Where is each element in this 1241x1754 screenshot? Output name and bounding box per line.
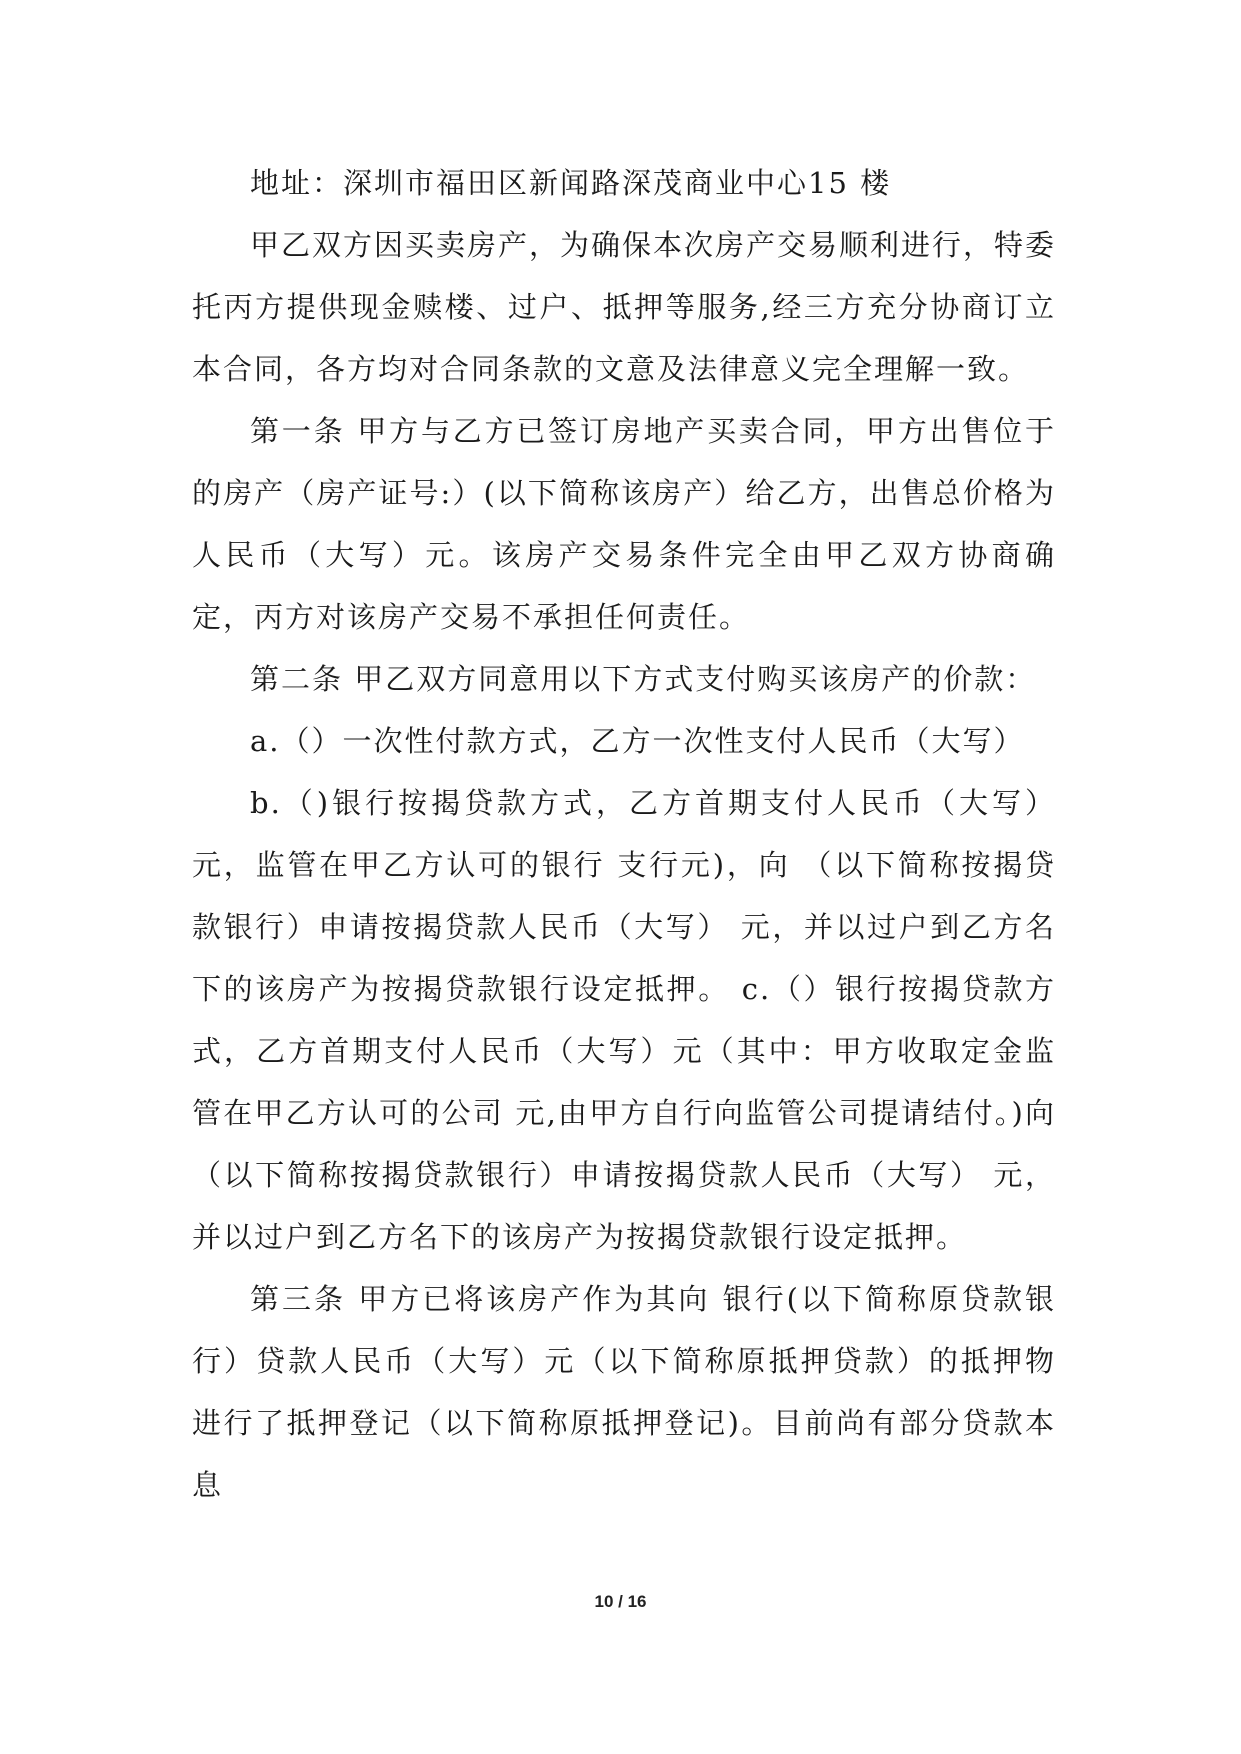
article-three-paragraph: 第三条 甲方已将该房产作为其向 银行(以下简称原贷款银行）贷款人民币（大写）元（以下简称原抵押贷款）的抵押物进行了抵押登记（以下简称原抵押登记)。目前尚有部分贷款本息 <box>192 1282 1056 1502</box>
article-two-paragraph: 第二条 甲乙双方同意用以下方式支付购买该房产的价款： <box>250 662 1037 696</box>
page-number: 10 / 16 <box>594 1592 647 1611</box>
document-body <box>192 152 1056 1516</box>
address-paragraph: 地址：深圳市福田区新闻路深茂商业中心15 楼 <box>250 166 892 200</box>
option-b-c-paragraph: b.（)银行按揭贷款方式，乙方首期支付人民币（大写）元，监管在甲乙方认可的银行 支行元)，向 （以下简称按揭贷款银行）申请按揭贷款人民币（大写） 元，并以过户到乙方名下的该房产为按揭贷款银行设定抵押。 c.（）银行按揭贷款方式，乙方首期支付人民币（大写）元（其中：甲方收取定金监管在甲乙方认可的公司 元,由甲方自行向监管公司提请结付。)向 （以下简称按揭贷款银行）申请按揭贷款人民币（大写） 元，并以过户到乙方名下的该房产为按揭贷款银行设定抵押。 <box>192 786 1056 1254</box>
preamble-paragraph: 甲乙双方因买卖房产，为确保本次房产交易顺利进行，特委托丙方提供现金赎楼、过户、抵押等服务,经三方充分协商订立本合同，各方均对合同条款的文意及法律意义完全理解一致。 <box>192 228 1057 386</box>
article-one-paragraph: 第一条 甲方与乙方已签订房地产买卖合同，甲方出售位于的房产（房产证号:）(以下简称该房产）给乙方，出售总价格为人民币（大写）元。该房产交易条件完全由甲乙双方协商确定，丙方对该房产交易不承担任何责任。 <box>192 414 1056 634</box>
option-a-paragraph: a.（）一次性付款方式，乙方一次性支付人民币（大写） <box>250 724 1025 758</box>
